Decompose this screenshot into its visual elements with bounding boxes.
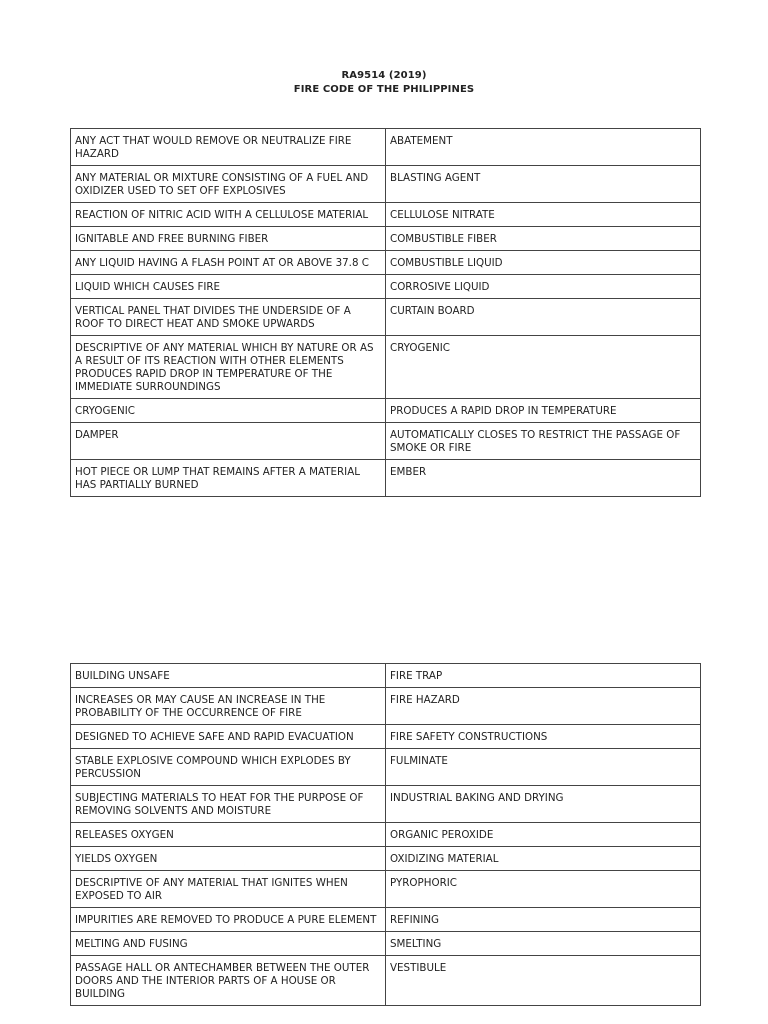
table-row [71,823,701,847]
term-cell: CRYOGENIC [386,336,701,399]
term-cell: BLASTING AGENT [386,166,701,203]
table-row [71,688,701,725]
definition-cell: YIELDS OXYGEN [71,847,386,871]
table-row [71,725,701,749]
table-row [71,871,701,908]
term-cell: COMBUSTIBLE LIQUID [386,251,701,275]
term-cell: VESTIBULE [386,956,701,1006]
definition-cell: DESCRIPTIVE OF ANY MATERIAL THAT IGNITES WHEN EXPOSED TO AIR [71,871,386,908]
term-cell: FIRE TRAP [386,664,701,688]
term-cell: ORGANIC PEROXIDE [386,823,701,847]
definition-cell: MELTING AND FUSING [71,932,386,956]
term-cell: PRODUCES A RAPID DROP IN TEMPERATURE [386,399,701,423]
term-cell: CURTAIN BOARD [386,299,701,336]
table-row [71,932,701,956]
title-name: FIRE CODE OF THE PHILIPPINES [293,84,475,95]
definition-cell: ANY LIQUID HAVING A FLASH POINT AT OR ABOVE 37.8 C [71,251,386,275]
term-cell: PYROPHORIC [386,871,701,908]
term-cell: FIRE SAFETY CONSTRUCTIONS [386,725,701,749]
table-row [71,299,701,336]
definition-cell: BUILDING UNSAFE [71,664,386,688]
table-row [71,847,701,871]
definition-cell: DESIGNED TO ACHIEVE SAFE AND RAPID EVACUATION [71,725,386,749]
table-row [71,203,701,227]
table-row [71,786,701,823]
terms-table-2 [70,663,701,1006]
table-row [71,227,701,251]
term-cell: FULMINATE [386,749,701,786]
table-row [71,399,701,423]
table-row [71,166,701,203]
table-row [71,251,701,275]
definition-cell: DESCRIPTIVE OF ANY MATERIAL WHICH BY NATURE OR AS A RESULT OF ITS REACTION WITH OTHER ELEMENTS PRODUCES RAPID DROP IN TEMPERATURE OF THE IMMEDIATE SURROUNDINGS [71,336,386,399]
terms-table-1 [70,128,701,497]
term-cell: SMELTING [386,932,701,956]
definition-cell: REACTION OF NITRIC ACID WITH A CELLULOSE MATERIAL [71,203,386,227]
definition-cell: RELEASES OXYGEN [71,823,386,847]
table-row [71,956,701,1006]
term-cell: COMBUSTIBLE FIBER [386,227,701,251]
table-row [71,336,701,399]
table-row [71,423,701,460]
definition-cell: CRYOGENIC [71,399,386,423]
definition-cell: IMPURITIES ARE REMOVED TO PRODUCE A PURE ELEMENT [71,908,386,932]
table-row [71,460,701,497]
document-title [0,69,768,97]
definition-cell: LIQUID WHICH CAUSES FIRE [71,275,386,299]
definition-cell: STABLE EXPLOSIVE COMPOUND WHICH EXPLODES BY PERCUSSION [71,749,386,786]
term-cell: REFINING [386,908,701,932]
definition-cell: VERTICAL PANEL THAT DIVIDES THE UNDERSIDE OF A ROOF TO DIRECT HEAT AND SMOKE UPWARDS [71,299,386,336]
term-cell: CELLULOSE NITRATE [386,203,701,227]
table-row [71,749,701,786]
term-cell: OXIDIZING MATERIAL [386,847,701,871]
term-cell: CORROSIVE LIQUID [386,275,701,299]
definition-cell: IGNITABLE AND FREE BURNING FIBER [71,227,386,251]
definition-cell: PASSAGE HALL OR ANTECHAMBER BETWEEN THE OUTER DOORS AND THE INTERIOR PARTS OF A HOUSE OR BUILDING [71,956,386,1006]
term-cell: ABATEMENT [386,129,701,166]
definition-cell: DAMPER [71,423,386,460]
table-row [71,664,701,688]
definition-cell: SUBJECTING MATERIALS TO HEAT FOR THE PURPOSE OF REMOVING SOLVENTS AND MOISTURE [71,786,386,823]
term-cell: AUTOMATICALLY CLOSES TO RESTRICT THE PASSAGE OF SMOKE OR FIRE [386,423,701,460]
term-cell: FIRE HAZARD [386,688,701,725]
table-row [71,275,701,299]
definition-cell: ANY ACT THAT WOULD REMOVE OR NEUTRALIZE FIRE HAZARD [71,129,386,166]
definition-cell: HOT PIECE OR LUMP THAT REMAINS AFTER A MATERIAL HAS PARTIALLY BURNED [71,460,386,497]
table-row [71,129,701,166]
definition-cell: INCREASES OR MAY CAUSE AN INCREASE IN THE PROBABILITY OF THE OCCURRENCE OF FIRE [71,688,386,725]
definition-cell: ANY MATERIAL OR MIXTURE CONSISTING OF A FUEL AND OXIDIZER USED TO SET OFF EXPLOSIVES [71,166,386,203]
term-cell: EMBER [386,460,701,497]
title-code: RA9514 (2019) [341,70,427,81]
table-row [71,908,701,932]
term-cell: INDUSTRIAL BAKING AND DRYING [386,786,701,823]
